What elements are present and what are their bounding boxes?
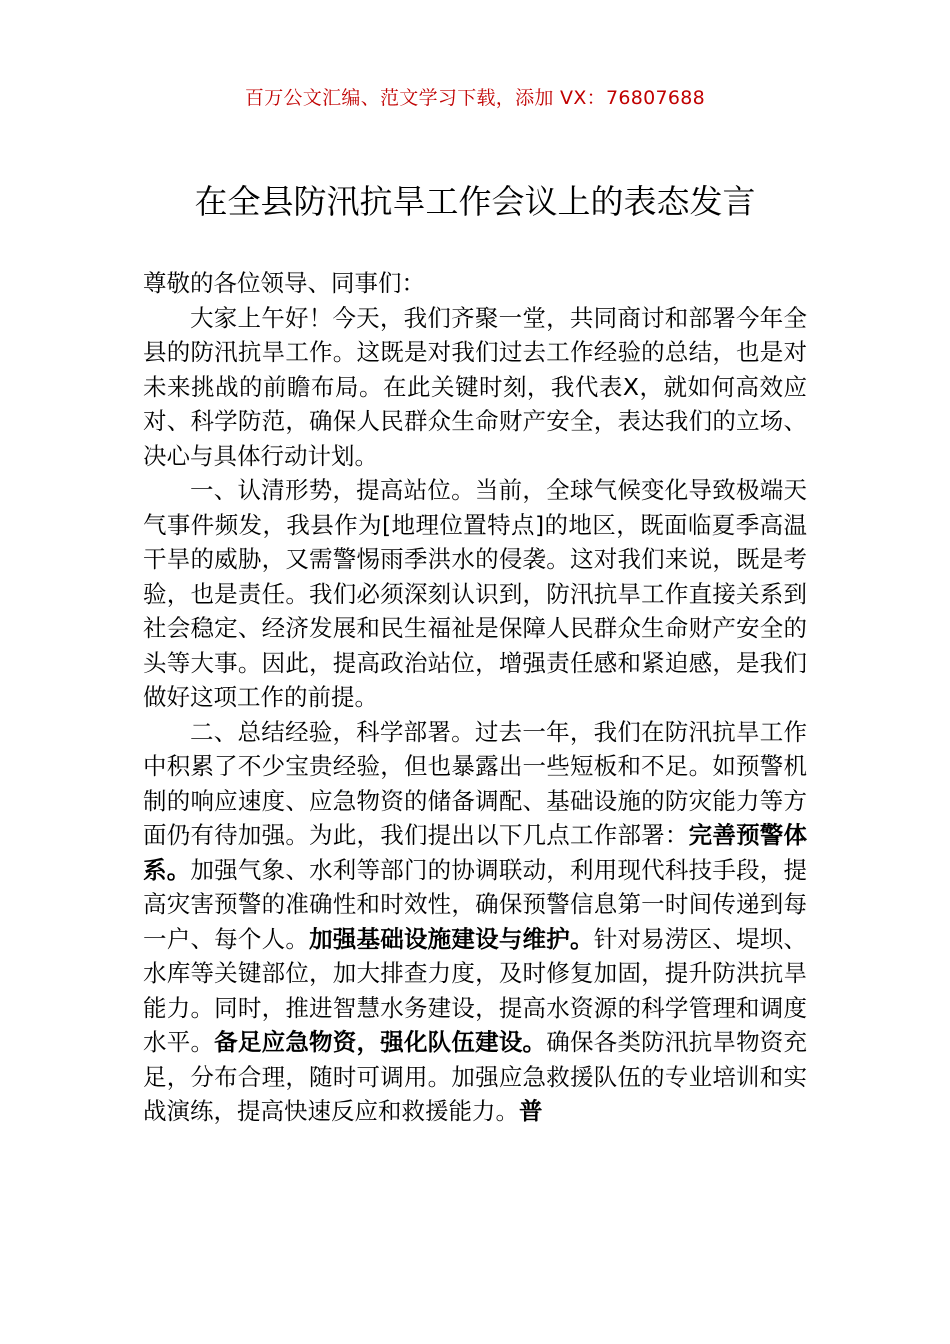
- salutation: 尊敬的各位领导、同事们：: [143, 269, 425, 297]
- document-body: [143, 266, 807, 1129]
- paragraph-situation: 一、认清形势，提高站位。当前，全球气候变化导致极端天气事件频发，我县作为[地理位置特点]的地区，既面临夏季高温干旱的威胁，又需警惕雨季洪水的侵袭。这对我们来说，既是考验，也是责任。我们必须深刻认识到，防汛抗旱工作直接关系到社会稳定、经济发展和民生福祉是保障人民群众生命财产安全的头等大事。因此，提高政治站位，增强责任感和紧迫感，是我们做好这项工作的前提。: [143, 476, 807, 711]
- deployment-intro: 二、总结经验，科学部署。过去一年，我们在防汛抗旱工作中积累了不少宝贵经验，但也暴露出一些短板和不足。如预警机制的响应速度、应急物资的储备调配、基础设施的防灾能力等方面仍有待加强。为此，我们提出以下几点工作部署：: [143, 717, 807, 849]
- text-emergency-supplies: 确保各类防汛抗旱物资充足，分布合理，随时可调用。加强应急救援队伍的专业培训和实战演练，提高快速反应和救援能力。: [143, 1028, 808, 1125]
- keyword-continued: 普: [519, 1097, 543, 1125]
- paragraph-greeting: 大家上午好！今天，我们齐聚一堂，共同商讨和部署今年全县的防汛抗旱工作。这既是对我们过去工作经验的总结，也是对未来挑战的前瞻布局。在此关键时刻，我代表X，就如何高效应对、科学防范，确保人民群众生命财产安全，表达我们的立场、决心与具体行动计划。: [143, 303, 807, 470]
- paragraph-deployment: [143, 715, 807, 1129]
- keyword-infrastructure: 加强基础设施建设与维护。: [309, 924, 594, 953]
- keyword-warning-system: 完善预警体系。: [143, 821, 808, 884]
- header-note: 百万公文汇编、范文学习下载，添加 VX：76807688: [244, 87, 706, 109]
- keyword-emergency-supplies: 备足应急物资，强化队伍建设。: [214, 1028, 547, 1056]
- text-warning-system: 加强气象、水利等部门的协调联动，利用现代科技手段，提高灾害预警的准确性和时效性，确保预警信息第一时间传递到每一户、每个人。: [143, 855, 808, 953]
- document-title: 在全县防汛抗旱工作会议上的表态发言: [194, 182, 756, 221]
- text-infrastructure: 针对易涝区、堤坝、水库等关键部位，加大排查力度，及时修复加固，提升防洪抗旱能力。同时，推进智慧水务建设，提高水资源的科学管理和调度水平。: [143, 924, 808, 1056]
